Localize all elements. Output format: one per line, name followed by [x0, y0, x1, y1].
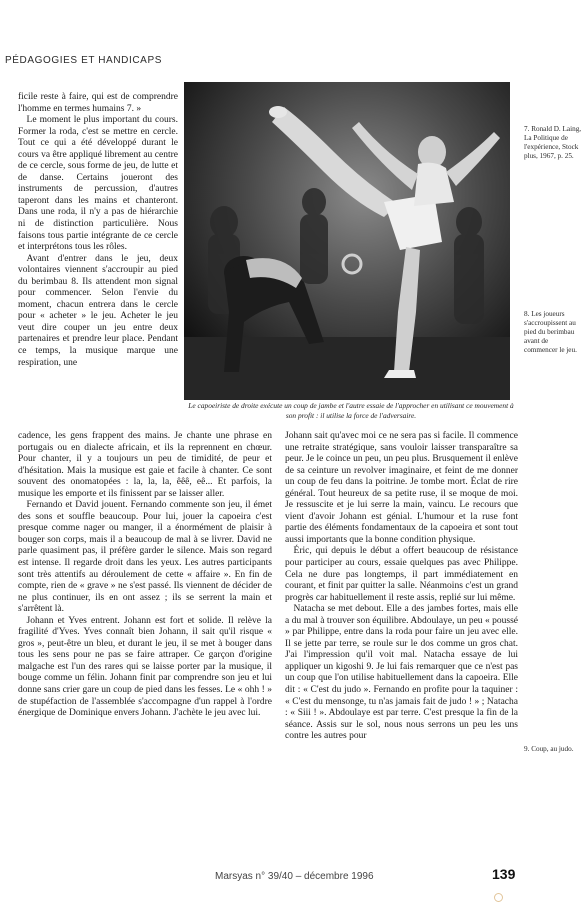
page-number: 139 [492, 866, 516, 882]
paragraph: Éric, qui depuis le début a offert beaucoup de résistance pour participer au cours, essaie quelques pas avec Philippe. Cela ne dure pas longtemps, il part immédiatement en courant, et finit par quitter la salle. Néanmoins c'est un grand progrès car habituellement il reste assis, replié sur lui même. [285, 546, 518, 603]
text-column-right [285, 431, 518, 743]
footnote-8: 8. Les joueurs s'accroupissent au pied du berimbau avant de commencer le jeu. [524, 310, 577, 354]
journal-footer: Marsyas n° 39/40 – décembre 1996 [215, 871, 374, 882]
paragraph: Johann sait qu'avec moi ce ne sera pas si facile. Il commence une retraite stratégique, sans vouloir laisser transparaître sa peur. Je le coince un peu, un peu plus. Brusquement il enlève de sa ceinture un revolver imaginaire, et feint de me donner un coup de feu dans la poitrine. Je tombe mort. Éclat de rire général. Tout heureux de sa petite ruse, il se moque de moi. Je ressuscite et je lui serre la main, vaincu. Le recours que vient d'avoir Johann est génial. L'humour et la ruse font partie des éléments fondamentaux de la capoeira et sont tout aussi importants que la bonne condition physique. [285, 431, 518, 545]
footnote-9: 9. Coup, au judo. [524, 745, 574, 753]
footnote-7: 7. Ronald D. Laing, La Politique de l'expérience, Stock plus, 1967, p. 25. [524, 125, 582, 160]
paragraph: cadence, les gens frappent des mains. Je chante une phrase en portugais ou en dialecte africain, et ils la reprennent en chœur. Pour chanter, il y a toujours un peu de timidité, de peur et d'hésitation. Mais la musique est gaie et facile à chanter. Ce sont souvent des onomatopées : la, la, la, êêê, eê... Et parfois, la musique les emporte et ils finissent par se laisser aller. [18, 431, 272, 499]
text-column-left-top [18, 92, 178, 369]
paragraph: Le moment le plus important du cours. Former la roda, c'est se mettre en cercle. Tout ce qui a été développé durant le cours va être appliqué librement au centre de ce cercle, sous forme de jeu, de lutte et de danse. Certains joueront des instruments de percussion, d'autres taperont dans les mains et chanteront. Dans une roda, il n'y a pas de hiérarchie ni de distinction particulière. Nous faisons tous partie intégrante de ce cercle et interprétons tous les rôles. [18, 115, 178, 253]
text-column-left-bottom [18, 431, 272, 720]
section-header: PÉDAGOGIES ET HANDICAPS [5, 55, 162, 66]
capoeira-photograph [184, 82, 510, 400]
photo-illustration [184, 82, 510, 400]
paragraph: Johann et Yves entrent. Johann est fort et solide. Il relève la fragilité d'Yves. Yves connaît bien Johann, il sait qu'il risque « gros », peut-être un bleu, et durant le jeu, il se met à bouger dans tous les sens pour ne pas se faire attraper. Ce garçon d'origine malgache est l'un des rares qui se laisse porter par la musique, il bouge comme un félin. Johann finit par comprendre son jeu et lui donne sans crier gare un coup de pied dans les fesses. Le « ohh ! » de stupéfaction de l'assemblée s'accompagne d'un rappel à l'ordre énergique de Dominique envers Johann. J'achète le jeu avec lui. [18, 615, 272, 719]
figure-caption: Le capoeiriste de droite exécute un coup de jambe et l'autre essaie de l'approcher en utilisant ce mouvement à son profit : il utilise la force de l'adversaire. [188, 401, 514, 420]
corner-mark-icon [494, 893, 503, 902]
paragraph: ficile reste à faire, qui est de comprendre l'homme en termes humains 7. » [18, 92, 178, 114]
paragraph: Natacha se met debout. Elle a des jambes fortes, mais elle a du mal à trouver son équilibre. Abdoulaye, un peu « poussé » par Philippe, entre dans la roda pour faire un jeu avec elle. Il se jette par terre, se roule sur le dos comme un gros chat. J'ai l'impression qu'il voit mal. Natacha essaye de lui appliquer un kigoshi 9. Je lui fais remarquer que ce n'est pas un coup que l'on utilise habituellement dans la capoeira. Elle dit : « C'est du judo ». Fernando en profite pour la taquiner : « C'est du mensonge, tu n'as jamais fait de judo ! » ; Natacha : « Siii ! ». Abdoulaye est par terre. C'est presque la fin de la séance. Assis sur le sol, nous nous serrons un peu les uns contre les autres pour [285, 604, 518, 742]
paragraph: Avant d'entrer dans le jeu, deux volontaires viennent s'accroupir au pied du berimbau 8. Ils attendent mon signal pour commencer. Selon l'envie du moment, chacun entrera dans le cercle pour « acheter » le jeu. Acheter le jeu veut dire couper un jeu entre deux partenaires et prendre leur place. Pendant ce temps, la musique marque une respiration, une [18, 253, 178, 368]
paragraph: Fernando et David jouent. Fernando commente son jeu, il émet des sons et souffle beaucoup. Pour lui, jouer la capoeira c'est presque comme nager ou manger, il a énormément de plaisir à bouger son corps, mais il a beaucoup de mal à se livrer. David ne parle quasiment pas, il préfère garder le silence. Mais son regard est intense. Il regarde droit dans les yeux. Les autres participants sont très attentifs au déroulement de cette « affaire ». En fin de compte, rien de « grave » ne s'est passé. Ils viennent de décider de ne plus continuer, ils en ont assez ; ils se serrent la main et s'arrêtent là. [18, 500, 272, 615]
